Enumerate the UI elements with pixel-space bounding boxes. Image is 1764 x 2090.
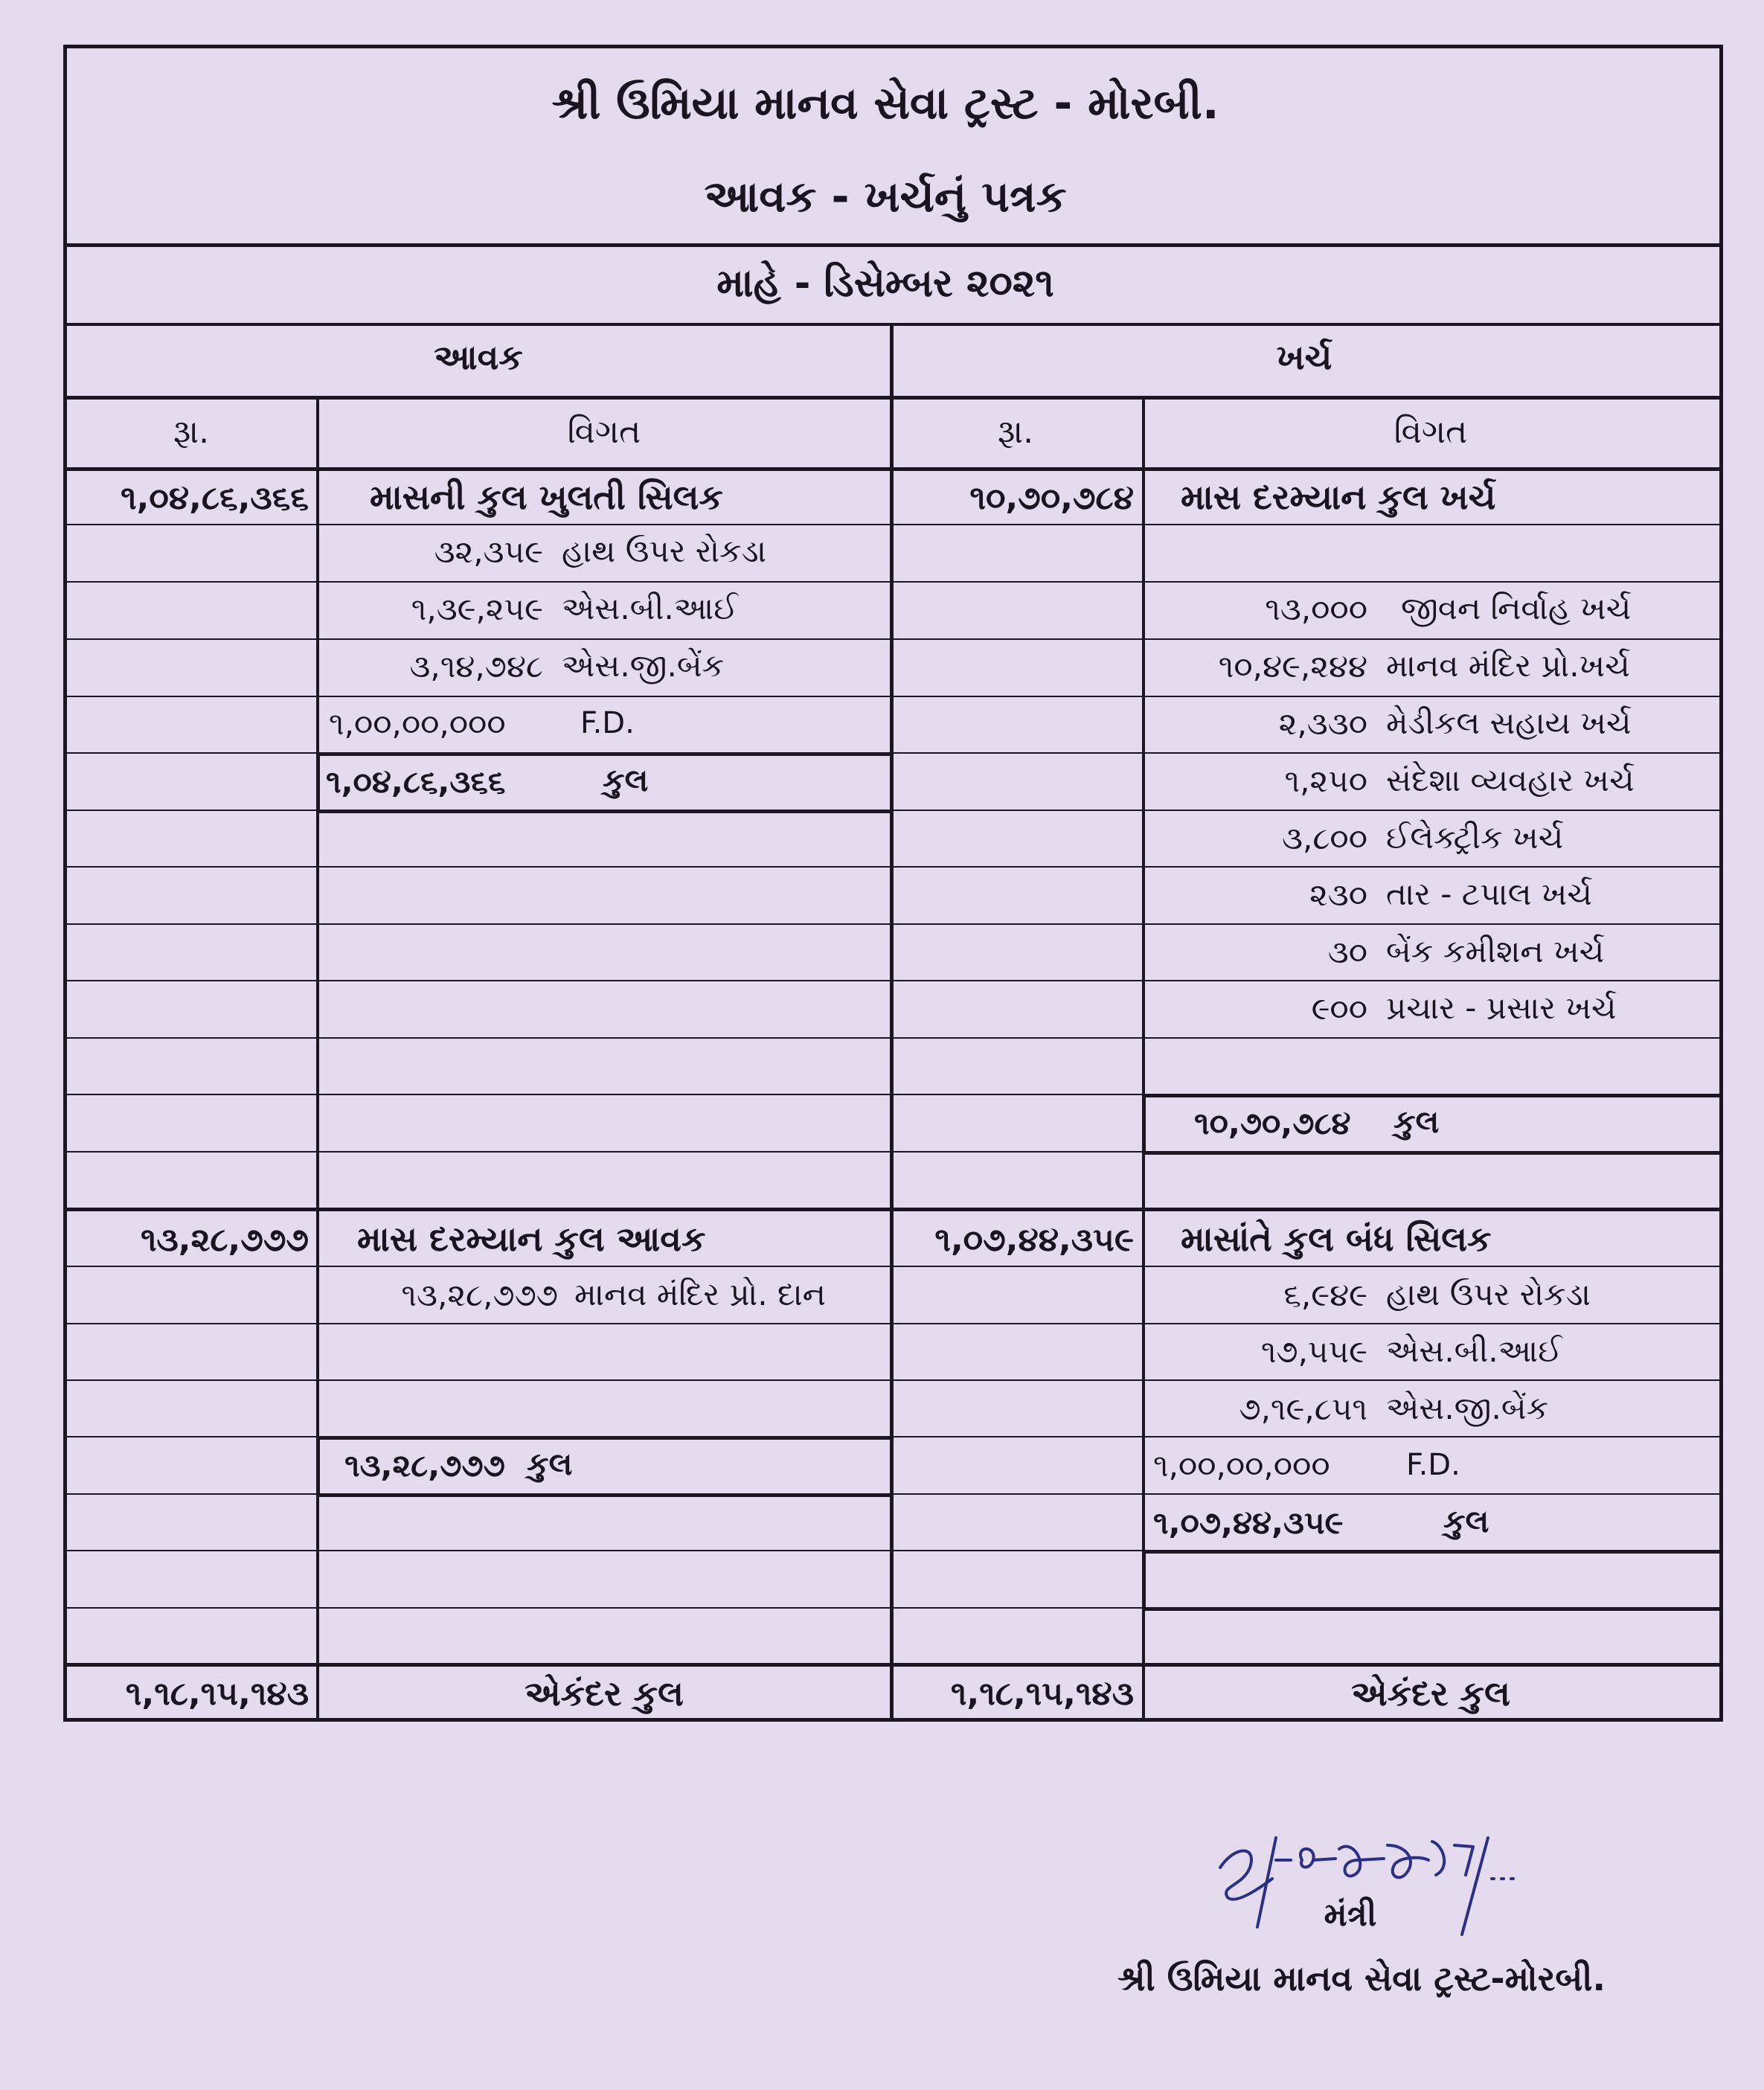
bank-commission-label: બેંક કમીશન ખર્ચ bbox=[1386, 933, 1605, 969]
opening-fd-amount: ૧,૦૦,૦૦,૦૦૦ bbox=[329, 705, 506, 742]
publicity-expense-label: પ્રચાર - પ્રસાર ખર્ચ bbox=[1386, 990, 1617, 1026]
income-heading: આવક bbox=[434, 337, 523, 377]
closing-cash-amount: ૬,૯૪૯ bbox=[1283, 1277, 1367, 1313]
closing-sg-bank-label: એસ.જી.બેંક bbox=[1386, 1390, 1549, 1426]
opening-cash-amount: ૩૨,૩૫૯ bbox=[434, 533, 543, 570]
closing-sg-bank-amount: ૭,૧૯,૮૫૧ bbox=[1239, 1391, 1367, 1427]
signatory-organization: શ્રી ઉમિયા માનવ સેવા ટ્રસ્ટ-મોરબી. bbox=[1117, 1958, 1606, 1998]
opening-cash-label: હાથ ઉપર રોકડા bbox=[562, 533, 767, 569]
signatory-designation: મંત્રી bbox=[1324, 1896, 1377, 1934]
expense-detail-column: વિગત bbox=[1393, 413, 1468, 451]
closing-fd-label: F.D. bbox=[1406, 1448, 1460, 1482]
income-grand-total-amount: ૧,૧૮,૧૫,૧૪૩ bbox=[125, 1675, 309, 1713]
expense-grand-total-amount: ૧,૧૮,૧૫,૧૪૩ bbox=[950, 1675, 1134, 1713]
closing-total-amount: ૧,૦૭,૪૪,૩૫૯ bbox=[1153, 1504, 1344, 1541]
spent-total-label: કુલ bbox=[1393, 1103, 1440, 1140]
temple-expense-label: માનવ મંદિર પ્રો.ખર્ચ bbox=[1386, 647, 1630, 684]
publicity-expense-amount: ૯૦૦ bbox=[1311, 990, 1367, 1027]
statement-table bbox=[63, 45, 1723, 1722]
statement-month: માહે - ડિસેમ્બર ૨૦૨૧ bbox=[716, 261, 1054, 306]
closing-sbi-amount: ૧૭,૫૫૯ bbox=[1260, 1333, 1367, 1370]
spent-label: માસ દરમ્યાન કુલ ખર્ચ bbox=[1181, 477, 1496, 517]
medical-expense-label: મેડીકલ સહાય ખર્ચ bbox=[1386, 705, 1632, 741]
temple-expense-amount: ૧૦,૪૯,૨૪૪ bbox=[1218, 648, 1367, 685]
medical-expense-amount: ૨,૩૩૦ bbox=[1278, 705, 1367, 742]
income-amount-column: રૂા. bbox=[173, 413, 210, 451]
closing-total-label: કુલ bbox=[1443, 1503, 1489, 1539]
receipts-amount: ૧૩,૨૮,૭૭૭ bbox=[140, 1221, 309, 1259]
closing-balance-amount: ૧,૦૭,૪૪,૩૫૯ bbox=[934, 1221, 1134, 1259]
spent-total-amount: ૧૦,૭૦,૭૮૪ bbox=[1194, 1105, 1351, 1141]
expense-amount-column: રૂા. bbox=[997, 413, 1034, 451]
opening-fd-label: F.D. bbox=[580, 706, 635, 740]
receipts-total-label: કુલ bbox=[527, 1446, 573, 1482]
donation-amount: ૧૩,૨૮,૭૭૭ bbox=[401, 1277, 558, 1313]
postal-expense-amount: ૨૩૦ bbox=[1309, 876, 1367, 913]
signature bbox=[1205, 1815, 1577, 1942]
closing-sbi-label: એસ.બી.આઈ bbox=[1386, 1333, 1562, 1369]
opening-total-amount: ૧,૦૪,૮૬,૩૬૬ bbox=[326, 763, 506, 800]
opening-total-label: કુલ bbox=[603, 762, 649, 798]
bank-commission-amount: ૩૦ bbox=[1327, 934, 1367, 970]
receipts-label: માસ દરમ્યાન કુલ આવક bbox=[357, 1219, 706, 1259]
opening-sg-bank-amount: ૩,૧૪,૭૪૮ bbox=[409, 648, 543, 685]
living-expense-label: જીવન નિર્વાહ ખર્ચ bbox=[1401, 590, 1632, 626]
communication-expense-label: સંદેશા વ્યવહાર ખર્ચ bbox=[1386, 762, 1635, 798]
opening-sbi-label: એસ.બી.આઈ bbox=[562, 590, 738, 626]
expense-grand-total-label: એકંદર કુલ bbox=[1351, 1673, 1510, 1714]
receipts-total-amount: ૧૩,૨૮,૭૭૭ bbox=[344, 1447, 505, 1484]
electric-expense-amount: ૩,૮૦૦ bbox=[1282, 820, 1367, 856]
spent-amount: ૧૦,૭૦,૭૮૪ bbox=[969, 479, 1134, 517]
donation-label: માનવ મંદિર પ્રો. દાન bbox=[574, 1276, 826, 1312]
income-grand-total-label: એકંદર કુલ bbox=[525, 1673, 684, 1714]
page-subtitle: આવક - ખર્ચનું પત્રક bbox=[704, 171, 1067, 222]
opening-sg-bank-label: એસ.જી.બેંક bbox=[562, 647, 725, 684]
expense-heading: ખર્ચ bbox=[1276, 337, 1332, 377]
opening-sbi-amount: ૧,૩૯,૨૫૯ bbox=[411, 591, 543, 627]
closing-balance-label: માસાંતે કુલ બંધ સિલક bbox=[1181, 1219, 1492, 1259]
page-title: શ્રી ઉમિયા માનવ સેવા ટ્રસ્ટ - મોરબી. bbox=[551, 77, 1219, 129]
opening-balance-amount: ૧,૦૪,૮૬,૩૬૬ bbox=[121, 479, 309, 517]
closing-fd-amount: ૧,૦૦,૦૦,૦૦૦ bbox=[1153, 1447, 1330, 1484]
postal-expense-label: તાર - ટપાલ ખર્ચ bbox=[1386, 876, 1592, 912]
income-detail-column: વિગત bbox=[567, 413, 641, 451]
closing-cash-label: હાથ ઉપર રોકડા bbox=[1386, 1276, 1591, 1312]
living-expense-amount: ૧૩,૦૦૦ bbox=[1265, 591, 1367, 627]
opening-balance-label: માસની કુલ ખુલતી સિલક bbox=[370, 477, 723, 517]
electric-expense-label: ઈલેક્ટ્રીક ખર્ચ bbox=[1386, 819, 1564, 856]
communication-expense-amount: ૧,૨૫૦ bbox=[1284, 763, 1367, 799]
